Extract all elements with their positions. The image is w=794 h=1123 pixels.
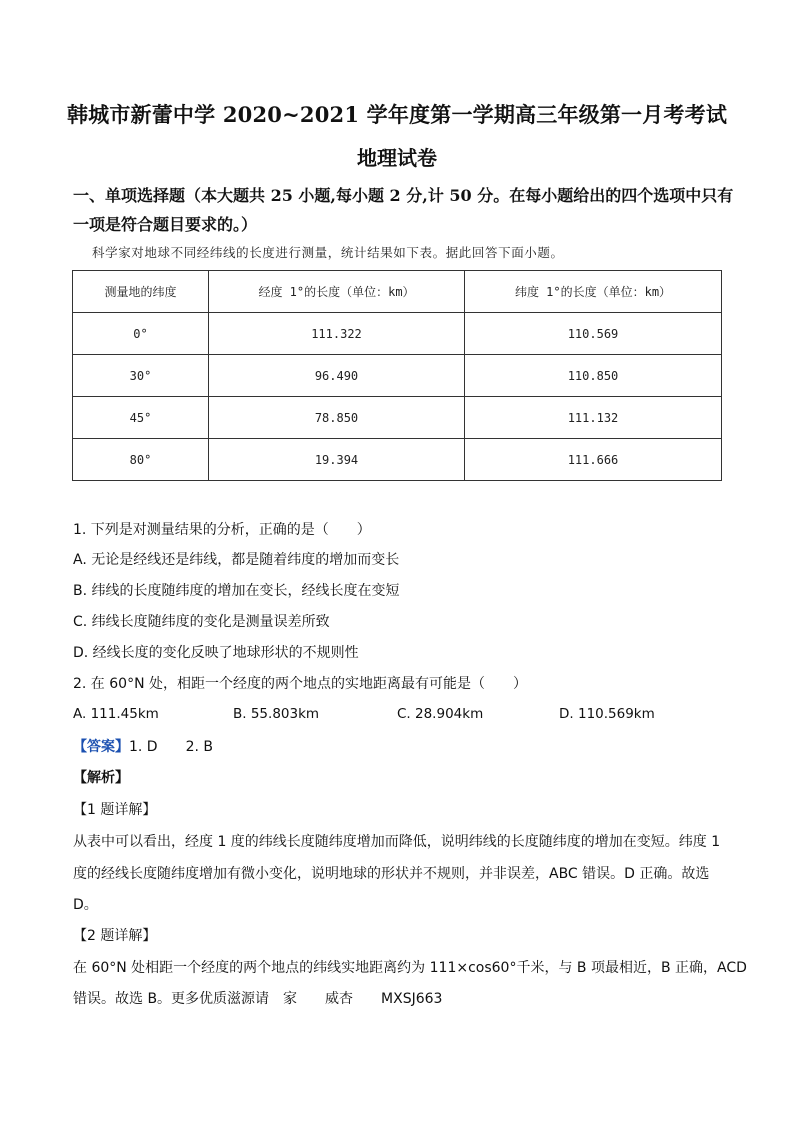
question-1-option-b: B. 纬线的长度随纬度的增加在变长，经线长度在变短	[73, 583, 400, 599]
detail-2-line2: 错误。故选 B。更多优质滋源请 家 威杏 MXSJ663	[73, 991, 443, 1007]
table-cell: 80°	[73, 439, 209, 481]
table-cell: 78.850	[209, 397, 465, 439]
answer-text: 1. D 2. B	[129, 739, 213, 755]
detail-2-label: 【2 题详解】	[73, 928, 157, 944]
table-row	[73, 397, 722, 439]
table-row	[73, 439, 722, 481]
question-intro: 科学家对地球不同经纬线的长度进行测量，统计结果如下表。据此回答下面小题。	[92, 245, 564, 260]
section-heading-line1: 一、单项选择题（本大题共 25 小题,每小题 2 分,计 50 分。在每小题给出的四个选项中只有	[73, 186, 734, 205]
question-2-option-d: D. 110.569km	[559, 706, 655, 722]
question-1-option-d: D. 经线长度的变化反映了地球形状的不规则性	[73, 645, 359, 661]
detail-1-label: 【1 题详解】	[73, 802, 157, 818]
answer-label: 【答案】	[73, 739, 129, 755]
section-heading-line2: 一项是符合题目要求的。）	[73, 215, 258, 234]
detail-1-line3: D。	[73, 897, 98, 913]
question-2-option-b: B. 55.803km	[233, 706, 320, 722]
table-row	[73, 313, 722, 355]
question-1-option-a: A. 无论是经线还是纬线，都是随着纬度的增加而变长	[73, 552, 400, 568]
table-cell: 110.850	[465, 355, 722, 397]
table-cell: 30°	[73, 355, 209, 397]
detail-1-line2: 度的经线长度随纬度增加有微小变化，说明地球的形状并不规则，并非误差，ABC 错误。D 正确。故选	[73, 866, 710, 882]
question-1-option-c: C. 纬线长度随纬度的变化是测量误差所致	[73, 614, 330, 630]
table-header-cell: 经度 1°的长度（单位：km）	[209, 271, 465, 313]
detail-1-line1: 从表中可以看出，经度 1 度的纬线长度随纬度增加而降低，说明纬线的长度随纬度的增加在变短。纬度 1	[73, 834, 721, 850]
question-2-option-a: A. 111.45km	[73, 706, 159, 722]
measurement-table	[72, 270, 722, 481]
exam-title: 韩城市新蕾中学 2020~2021 学年度第一学期高三年级第一月考考试	[66, 102, 728, 127]
table-cell: 111.322	[209, 313, 465, 355]
question-1-stem: 1. 下列是对测量结果的分析，正确的是（ ）	[73, 522, 371, 538]
table-cell: 110.569	[465, 313, 722, 355]
table-cell: 45°	[73, 397, 209, 439]
detail-2-line1: 在 60°N 处相距一个经度的两个地点的纬线实地距离约为 111×cos60°千米，与 B 项最相近，B 正确，ACD	[73, 960, 747, 976]
table-row	[73, 355, 722, 397]
table-cell: 96.490	[209, 355, 465, 397]
table-cell: 111.132	[465, 397, 722, 439]
exam-subtitle: 地理试卷	[357, 146, 437, 170]
table-header-cell: 测量地的纬度	[73, 271, 209, 313]
question-2-stem: 2. 在 60°N 处，相距一个经度的两个地点的实地距离最有可能是（ ）	[73, 676, 527, 692]
table-header-row	[73, 271, 722, 313]
table-cell: 0°	[73, 313, 209, 355]
answer-line	[73, 736, 213, 756]
table-cell: 111.666	[465, 439, 722, 481]
table-header-cell: 纬度 1°的长度（单位：km）	[465, 271, 722, 313]
question-2-option-c: C. 28.904km	[397, 706, 484, 722]
analysis-label: 【解析】	[73, 770, 129, 786]
table-cell: 19.394	[209, 439, 465, 481]
